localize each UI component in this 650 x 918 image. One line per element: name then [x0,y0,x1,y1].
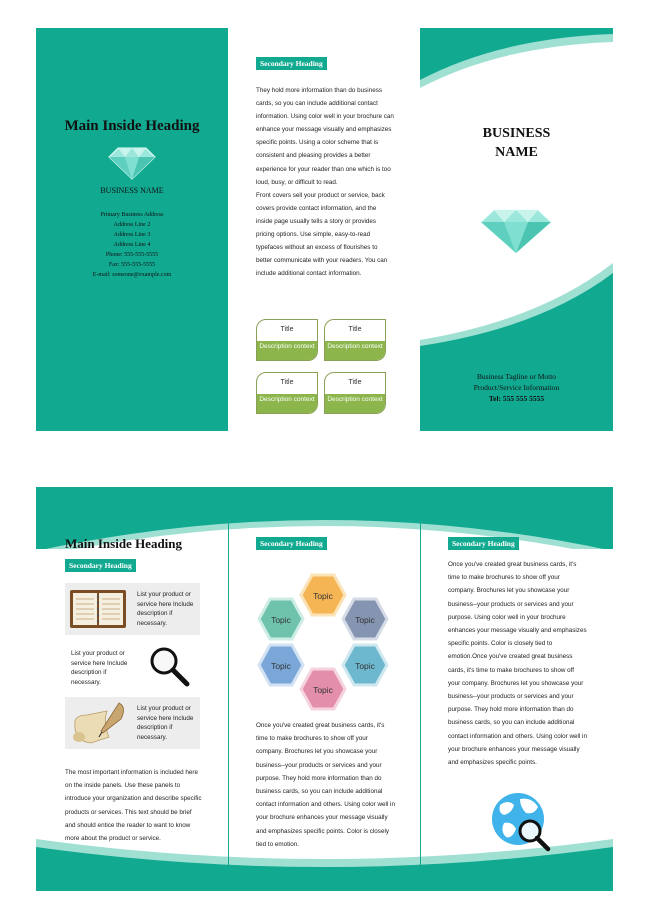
card-title: Title [280,326,294,333]
product-info: Product/Service Information [473,383,560,392]
topic-hex-diagram [256,571,396,711]
topic-label: Topic [313,685,333,695]
card-title: Title [348,379,362,386]
inside-flap-panel [228,28,420,431]
topic-label: Topic [355,661,375,671]
card-description: Description context [325,394,385,414]
topic-label: Topic [271,615,291,625]
secondary-heading: Secondary Heading [256,57,327,70]
globe-search-icon [490,791,554,857]
business-name-line: NAME [495,145,538,160]
intro-paragraph: The most important information is included here on the inside panels. Use these panels to introduce your organization and describe specific products or services. This text should be brief and should entice the reader to want to know more about the product or service. [65,769,202,843]
middle-paragraph: Once you've created great business cards, it's time to make brochures to show off your company. Brochures let you showcase your business--your products or services and your purpose. They hold more information than do business cards, so you can include additional contact information and others. Using color well in your brochure enhances your message visually and emphasizes specific points. Color is closely tied to emotion. [256,722,395,848]
telephone: Tel: 555 555 5555 [488,394,545,403]
title-card [324,319,386,361]
business-name: BUSINESS NAME [100,186,164,195]
notebook-icon [69,589,127,629]
title-card [256,319,318,361]
topic-label: Topic [313,591,333,601]
right-paragraph: Once you've created great business cards, it's time to make brochures to show off your company. Brochures let you showcase your business--your products or services and your purpose. Using color well in your brochure enhances your message visually and emphasizes specific points. Color is closely tied to emotion.Once you've created great business cards, it's time to make brochures to show off your company. Brochures let you showcase your business--your products or services and your purpose. They hold more information than do business cards, so you can include additional contact information and others. Using color well in your brochure enhances your message visually and emphasizes specific points. [448,561,587,767]
cover-tagline-block [420,371,613,404]
list-item [65,640,200,692]
topic-label: Topic [355,615,375,625]
diamond-icon [480,208,552,254]
diamond-icon [108,146,156,180]
address-line: Primary Business Address [100,212,164,218]
card-title: Title [280,379,294,386]
list-item-text: List your product or service here Include description if necessary. [71,650,128,686]
brochure-outside-sheet [36,28,613,431]
brochure-inside-sheet [36,487,613,891]
list-item-text: List your product or service here Include description if necessary. [137,591,194,627]
address-line: Address Line 3 [113,232,151,238]
card-description: Description context [325,341,385,361]
card-description: Description context [257,341,317,361]
paragraph: They hold more information than do business cards, so you can include additional contact information. Using color well in your brochure can enhance your message visually and emphasizes specific points. Using a color scheme that is consistent and pleasing provides a better experience for your reader than one which is too loud, busy, or difficult to read. [256,87,394,186]
back-panel [36,28,228,431]
topic-label: Topic [271,661,291,671]
title-card [256,372,318,414]
email-line: E-mail: someone@example.com [92,272,172,278]
body-text [256,84,394,280]
fax-line: Fax: 555-555-5555 [108,262,156,268]
magnifier-icon [147,644,191,688]
list-item [65,697,200,749]
tagline: Business Tagline or Motto [476,372,557,381]
secondary-heading: Secondary Heading [65,559,136,572]
title-card [324,372,386,414]
paragraph: Front covers sell your product or service, back covers provide contact information, and the inside page usually tells a story or provides pricing options. Use simple, easy-to-read typefaces without an excess of flourishes to better communicate with your readers. You can include additional contact information. [256,191,388,278]
secondary-heading: Secondary Heading [448,537,519,550]
address-line: Address Line 2 [113,222,151,228]
front-cover-panel [420,28,613,431]
business-name-line: BUSINESS [482,126,551,141]
secondary-heading: Secondary Heading [256,537,327,550]
main-inside-heading: Main Inside Heading [64,118,200,134]
list-item [65,583,200,635]
card-description: Description context [257,394,317,414]
address-line: Address Line 4 [113,242,151,248]
main-inside-heading: Main Inside Heading [65,536,183,551]
address-block [36,210,228,280]
phone-line: Phone: 555-555-5555 [105,252,159,258]
card-title: Title [348,326,362,333]
list-item-text: List your product or service here Include description if necessary. [137,705,194,741]
cover-business-name [420,124,613,162]
scroll-quill-icon [69,701,131,745]
